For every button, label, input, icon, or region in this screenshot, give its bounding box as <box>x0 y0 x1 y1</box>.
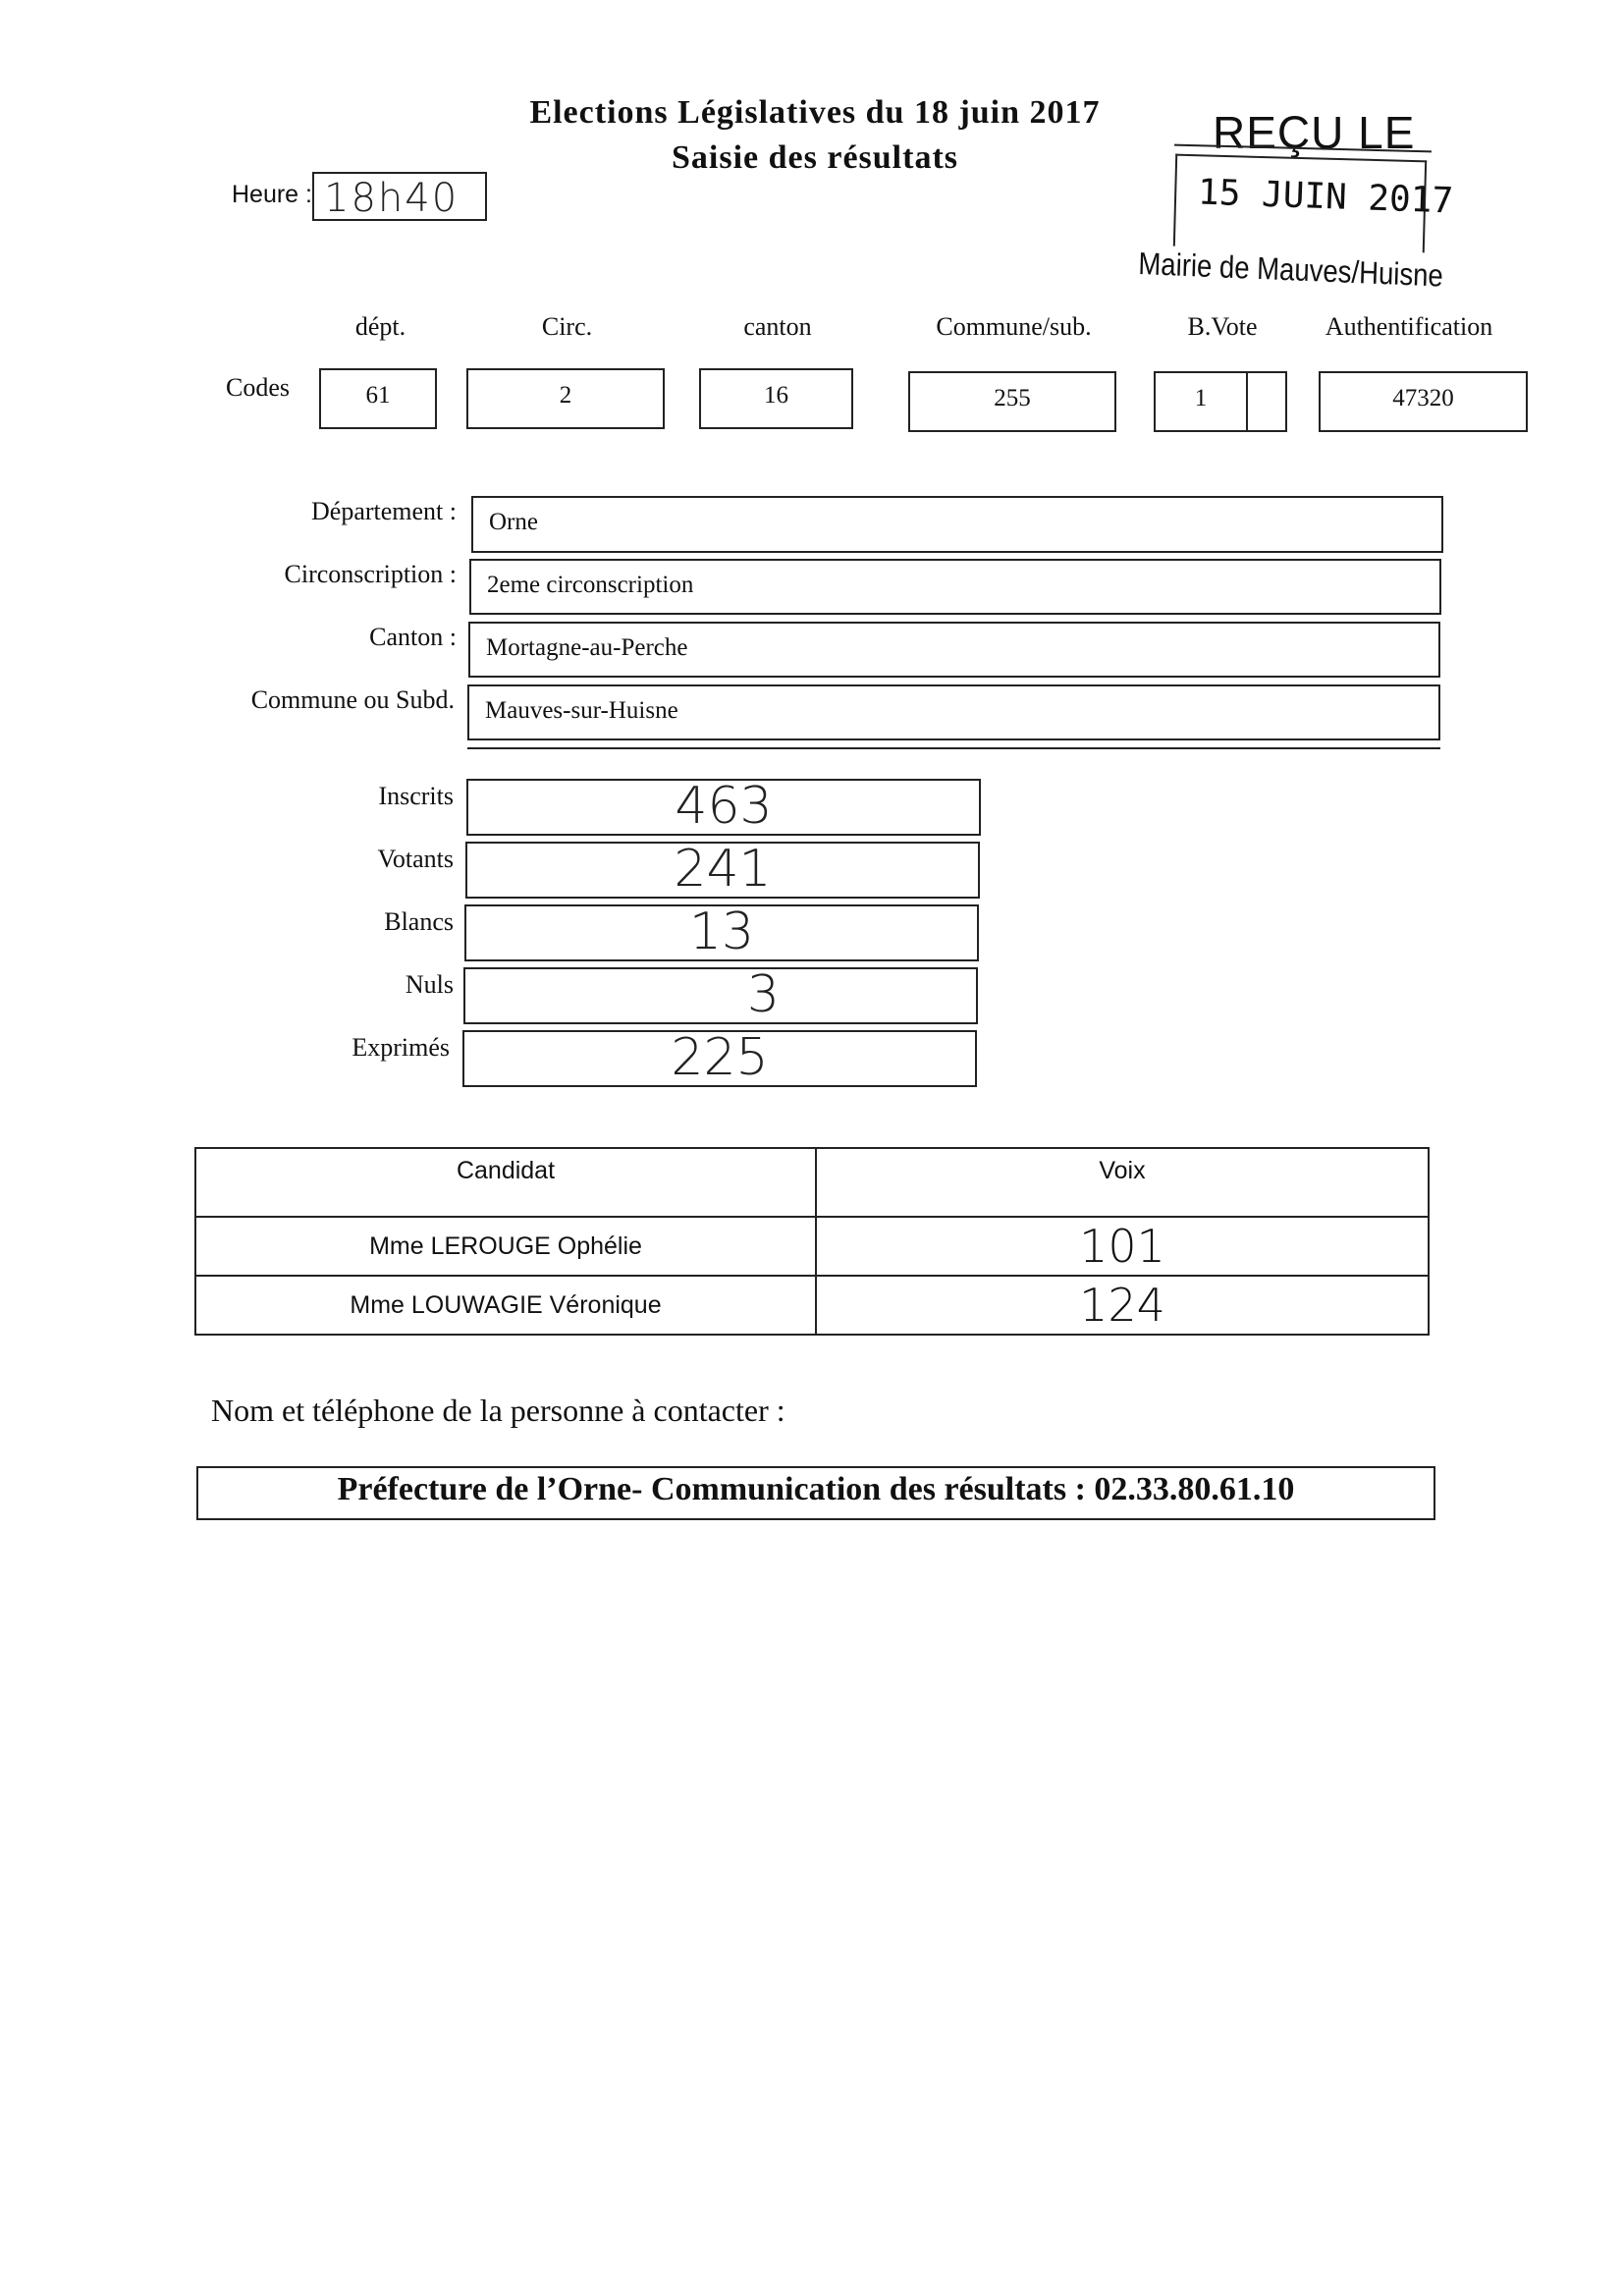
contact-value: Préfecture de l’Orne- Communication des résultats : 02.33.80.61.10 <box>337 1471 1295 1507</box>
blancs-label: Blancs <box>384 907 454 936</box>
circonscription-field[interactable] <box>469 559 1441 615</box>
inscrits-value: 463 <box>675 777 773 836</box>
info-divider <box>467 747 1440 749</box>
blancs-value: 13 <box>688 902 755 961</box>
exprimes-value: 225 <box>671 1028 769 1087</box>
candidates-table <box>194 1147 1430 1336</box>
votants-field[interactable] <box>465 842 980 899</box>
heure-label: Heure : <box>232 181 312 208</box>
table-row <box>195 1276 1429 1335</box>
nuls-value: 3 <box>746 965 780 1024</box>
heure-field[interactable] <box>312 172 487 221</box>
contact-field[interactable] <box>196 1466 1435 1520</box>
exprimes-field[interactable] <box>462 1030 977 1087</box>
code-header-dept: dépt. <box>354 312 406 341</box>
circonscription-value: 2eme circonscription <box>487 572 694 598</box>
code-canton-field[interactable] <box>699 368 853 429</box>
code-auth-field[interactable] <box>1319 371 1528 432</box>
departement-field[interactable] <box>471 496 1443 553</box>
header-voix: Voix <box>816 1148 1429 1217</box>
exprimes-label: Exprimés <box>352 1033 450 1062</box>
codes-label: Codes <box>226 373 290 402</box>
commune-field[interactable] <box>467 684 1440 740</box>
candidate-votes[interactable]: 101 <box>816 1217 1429 1276</box>
candidate-votes[interactable]: 124 <box>816 1276 1429 1335</box>
page-title: Elections Législatives du 18 juin 2017 <box>529 94 1101 131</box>
page-subtitle: Saisie des résultats <box>672 139 958 176</box>
code-bvote-field[interactable] <box>1154 371 1287 432</box>
code-header-canton: canton <box>743 312 812 341</box>
nuls-label: Nuls <box>405 970 454 999</box>
table-header-row <box>195 1148 1429 1217</box>
bvote-divider <box>1246 371 1248 432</box>
code-canton-value: 16 <box>764 382 788 409</box>
header-candidat: Candidat <box>195 1148 816 1217</box>
candidate-name: Mme LOUWAGIE Véronique <box>195 1276 816 1335</box>
stamp-mairie: Mairie de Mauves/Huisne <box>1137 246 1444 294</box>
code-header-auth: Authentification <box>1325 312 1493 341</box>
votants-value: 241 <box>674 840 772 899</box>
departement-value: Orne <box>489 509 538 535</box>
code-bvote-value: 1 <box>1194 385 1208 411</box>
blancs-field[interactable] <box>464 904 979 961</box>
contact-label: Nom et téléphone de la personne à contacter : <box>211 1393 785 1428</box>
canton-value: Mortagne-au-Perche <box>486 634 688 661</box>
candidate-name: Mme LEROUGE Ophélie <box>195 1217 816 1276</box>
stamp-date: 15 JUIN 2017 <box>1197 172 1454 222</box>
circonscription-label: Circonscription : <box>284 560 457 588</box>
code-dept-field[interactable] <box>319 368 437 429</box>
commune-value: Mauves-sur-Huisne <box>485 697 678 724</box>
departement-label: Département : <box>311 497 457 525</box>
heure-value: 18h40 <box>324 176 460 221</box>
votants-label: Votants <box>377 845 454 873</box>
stamp-recu-label: REÇU LE <box>1213 107 1416 158</box>
inscrits-field[interactable] <box>466 779 981 836</box>
canton-label: Canton : <box>369 623 457 651</box>
code-header-circ: Circ. <box>541 312 593 341</box>
code-header-commune: Commune/sub. <box>936 312 1092 341</box>
canton-field[interactable] <box>468 622 1440 678</box>
code-dept-value: 61 <box>365 382 391 409</box>
code-auth-value: 47320 <box>1392 385 1454 411</box>
commune-label: Commune ou Subd. <box>250 685 455 714</box>
table-row <box>195 1217 1429 1276</box>
code-circ-value: 2 <box>559 382 572 409</box>
code-commune-field[interactable] <box>908 371 1116 432</box>
nuls-field[interactable] <box>463 967 978 1024</box>
code-commune-value: 255 <box>994 385 1031 411</box>
inscrits-label: Inscrits <box>378 782 454 810</box>
code-circ-field[interactable] <box>466 368 665 429</box>
code-header-bvote: B.Vote <box>1187 312 1258 341</box>
